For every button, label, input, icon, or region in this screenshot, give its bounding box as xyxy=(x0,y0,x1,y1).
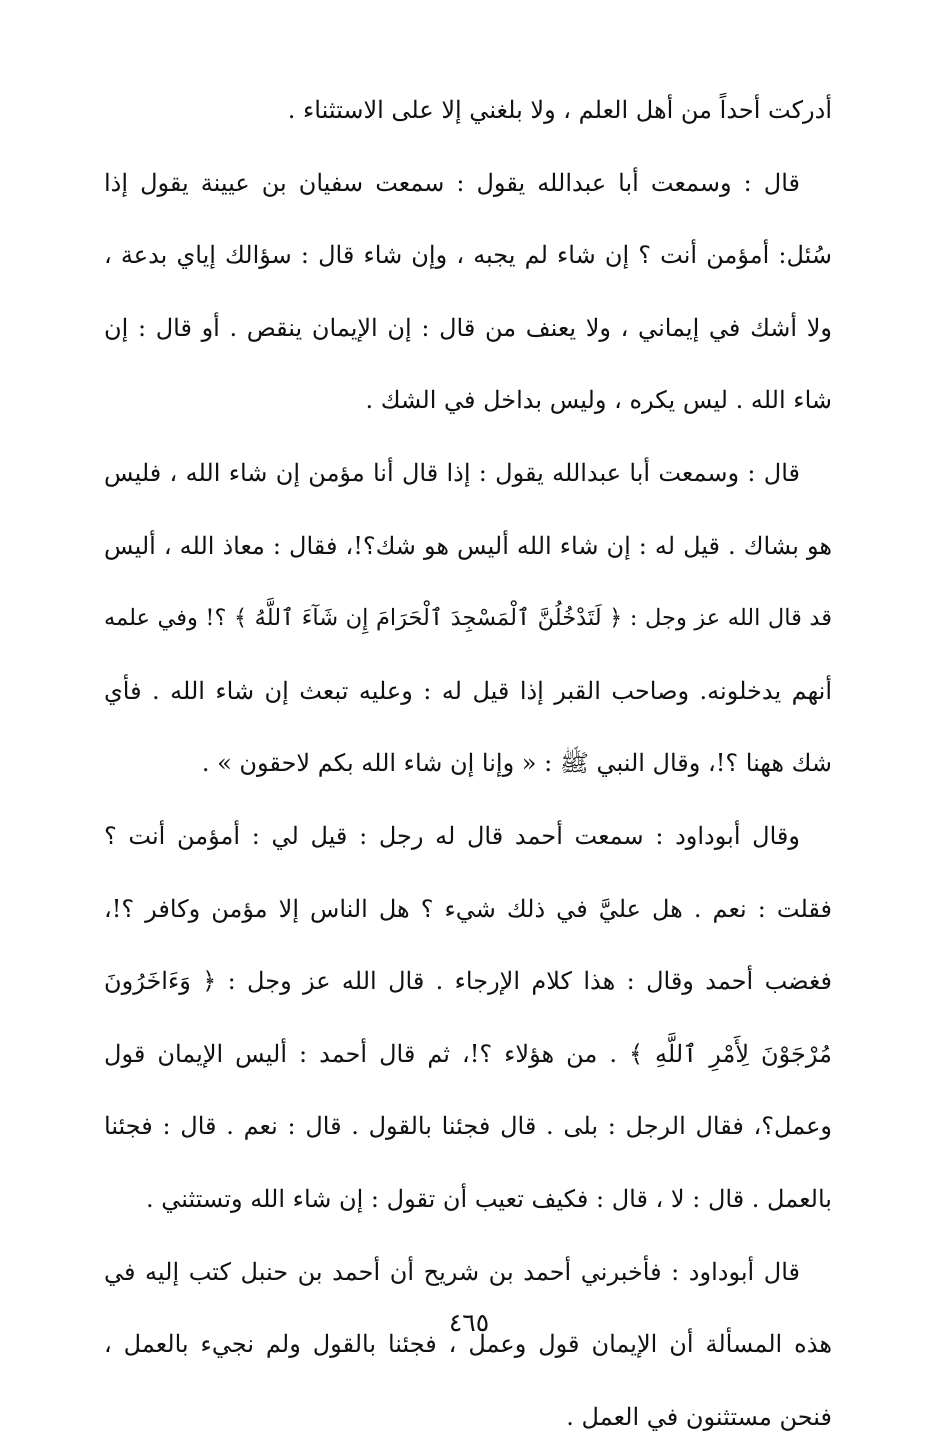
text-line: قال : وسمعت أبا عبدالله يقول : سمعت سفيان بن عيينة يقول إذا xyxy=(104,147,832,220)
text-line: شك ههنا ؟!، وقال النبي ﷺ : « وإنا إن شاء الله بكم لاحقون » . xyxy=(104,727,832,800)
text-line: هو بشاك . قيل له : إن شاء الله أليس هو شك؟!، فقال : معاذ الله ، أليس xyxy=(104,510,832,583)
text-line: مُرْجَوْنَ لِأَمْرِ ٱللَّهِ ﴾ . من هؤلاء ؟!، ثم قال أحمد : أليس الإيمان قول xyxy=(104,1018,832,1091)
text-line: هذه المسألة أن الإيمان قول وعمل ، فجئنا بالقول ولم نجيء بالعمل ، xyxy=(104,1308,832,1381)
text-line: وعمل؟، فقال الرجل : بلى . قال فجئنا بالقول . قال : نعم . قال : فجئنا xyxy=(104,1090,832,1163)
text-line: سُئل: أمؤمن أنت ؟ إن شاء لم يجبه ، وإن شاء قال : سؤالك إياي بدعة ، xyxy=(104,219,832,292)
text-line: فنحن مستثنون في العمل . xyxy=(104,1381,832,1453)
text-line: أدركت أحداً من أهل العلم ، ولا بلغني إلا على الاستثناء . xyxy=(104,74,832,147)
text-line: قال : وسمعت أبا عبدالله يقول : إذا قال أنا مؤمن إن شاء الله ، فليس xyxy=(104,437,832,510)
paragraph-5 xyxy=(104,1236,832,1453)
text-line: شاء الله . ليس يكره ، وليس بداخل في الشك . xyxy=(104,364,832,437)
text-line: قد قال الله عز وجل : ﴿ لَتَدْخُلُنَّ ٱلْمَسْجِدَ ٱلْحَرَامَ إِن شَآءَ ٱللَّهُ ﴾ ؟! وفي علمه xyxy=(104,582,832,655)
paragraph-1 xyxy=(104,74,832,147)
text-line: بالعمل . قال : لا ، قال : فكيف تعيب أن تقول : إن شاء الله وتستثني . xyxy=(104,1163,832,1236)
paragraph-2 xyxy=(104,147,832,437)
text-line: ولا أشك في إيماني ، ولا يعنف من قال : إن الإيمان ينقص . أو قال : إن xyxy=(104,292,832,365)
paragraph-3 xyxy=(104,437,832,800)
text-line: قال أبوداود : فأخبرني أحمد بن شريح أن أحمد بن حنبل كتب إليه في xyxy=(104,1236,832,1309)
paragraph-4 xyxy=(104,800,832,1236)
text-line: فغضب أحمد وقال : هذا كلام الإرجاء . قال الله عز وجل : ﴿ وَءَاخَرُونَ xyxy=(104,945,832,1018)
text-line: وقال أبوداود : سمعت أحمد قال له رجل : قيل لي : أمؤمن أنت ؟ xyxy=(104,800,832,873)
page-number: ٤٦٥ xyxy=(0,1308,938,1337)
text-line: فقلت : نعم . هل عليَّ في ذلك شيء ؟ هل الناس إلا مؤمن وكافر ؟!، xyxy=(104,873,832,946)
text-line: أنهم يدخلونه. وصاحب القبر إذا قيل له : وعليه تبعث إن شاء الله . فأي xyxy=(104,655,832,728)
page-body-text xyxy=(104,74,832,1453)
